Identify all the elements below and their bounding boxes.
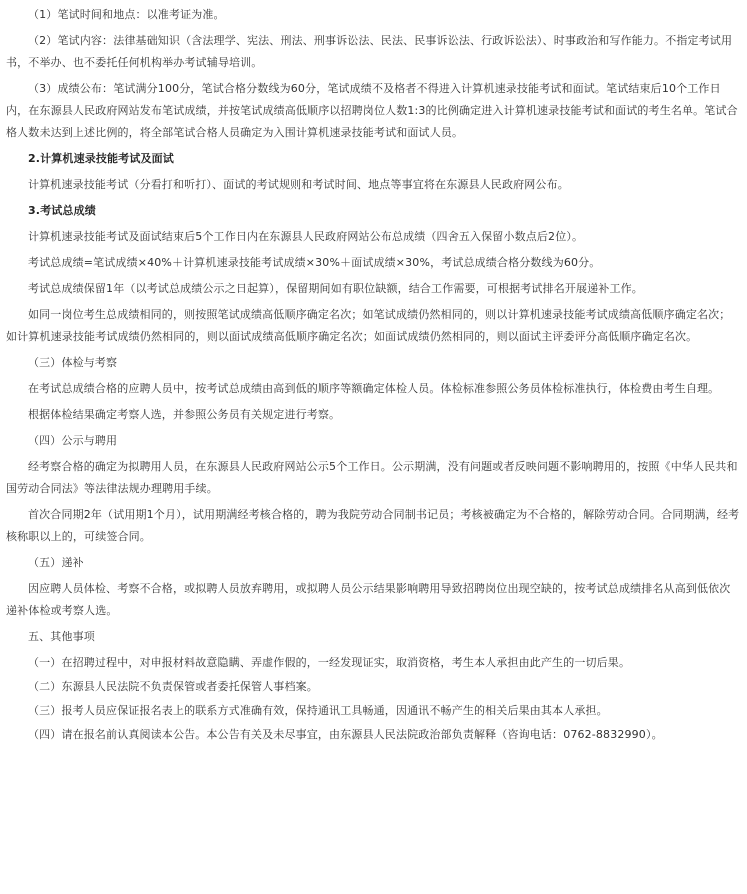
paragraph-other-1: （一）在招聘过程中，对申报材料故意隐瞒、弄虚作假的，一经发现证实，取消资格，考生本人承担由此产生的一切后果。 bbox=[28, 656, 631, 669]
paragraph-other-4: （四）请在报名前认真阅读本公告。本公告有关及未尽事宜，由东源县人民法院政治部负责解释（咨询电话：0762-8832990）。 bbox=[28, 728, 663, 741]
paragraph-replacement: 因应聘人员体检、考察不合格，或拟聘人员放弃聘用，或拟聘人员公示结果影响聘用导致招聘岗位出现空缺的，按考试总成绩排名从高到低依次递补体检或考察人选。 bbox=[6, 582, 731, 617]
paragraph-publicity: 经考察合格的确定为拟聘用人员，在东源县人民政府网站公示5个工作日。公示期满，没有问题或者反映问题不影响聘用的，按照《中华人民共和国劳动合同法》等法律法规办理聘用手续。 bbox=[6, 460, 738, 495]
paragraph-tie-break-rules: 如同一岗位考生总成绩相同的，则按照笔试成绩高低顺序确定名次；如笔试成绩仍然相同的，则以计算机速录技能考试成绩高低顺序确定名次；如计算机速录技能考试成绩仍然相同的，则以面试成绩高低顺序确定名次；如面试成绩仍然相同的，则以面试主评委评分高低顺序确定名次。 bbox=[6, 308, 731, 343]
paragraph-inspection: 根据体检结果确定考察人选，并参照公务员有关规定进行考察。 bbox=[28, 408, 341, 421]
paragraph-score-publication: （3）成绩公布：笔试满分100分，笔试合格分数线为60分，笔试成绩不及格者不得进入计算机速录技能考试和面试。笔试结束后10个工作日内，在东源县人民政府网站发布笔试成绩，并按笔试成绩高低顺序以招聘岗位人数1:3的比例确定进入计算机速录技能考试和面试的考生名单。笔试合格人数未达到上述比例的，将全部笔试合格人员确定为入围计算机速录技能考试和面试人员。 bbox=[6, 82, 738, 139]
section-publicity-hiring: （四）公示与聘用 bbox=[28, 434, 118, 447]
section-medical-inspection: （三）体检与考察 bbox=[28, 356, 118, 369]
paragraph-other-3: （三）报考人员应保证报名表上的联系方式准确有效，保持通讯工具畅通，因通讯不畅产生的相关后果由其本人承担。 bbox=[28, 704, 608, 717]
paragraph-total-score-formula: 考试总成绩=笔试成绩×40%＋计算机速录技能考试成绩×30%＋面试成绩×30%，考试总成绩合格分数线为60分。 bbox=[28, 256, 601, 269]
paragraph-score-retention: 考试总成绩保留1年（以考试总成绩公示之日起算），保留期间如有职位缺额，结合工作需要，可根据考试排名开展递补工作。 bbox=[28, 282, 643, 295]
section-other-matters: 五、其他事项 bbox=[28, 630, 95, 643]
heading-total-score: 3.考试总成绩 bbox=[28, 204, 96, 217]
paragraph-exam-time-location: （1）笔试时间和地点：以准考证为准。 bbox=[28, 8, 225, 21]
section-replacement: （五）递补 bbox=[28, 556, 84, 569]
paragraph-contract: 首次合同期2年（试用期1个月），试用期满经考核合格的，聘为我院劳动合同制书记员；考核被确定为不合格的，解除劳动合同。合同期满，经考核称职以上的，可续签合同。 bbox=[6, 508, 740, 543]
paragraph-medical-exam: 在考试总成绩合格的应聘人员中，按考试总成绩由高到低的顺序等额确定体检人员。体检标准参照公务员体检标准执行，体检费由考生自理。 bbox=[28, 382, 720, 395]
paragraph-typing-test-rules: 计算机速录技能考试（分看打和听打）、面试的考试规则和考试时间、地点等事宜将在东源县人民政府网公布。 bbox=[28, 178, 569, 191]
paragraph-other-2: （二）东源县人民法院不负责保管或者委托保管人事档案。 bbox=[28, 680, 318, 693]
heading-typing-test-interview: 2.计算机速录技能考试及面试 bbox=[28, 152, 174, 165]
paragraph-exam-content: （2）笔试内容：法律基础知识（含法理学、宪法、刑法、刑事诉讼法、民法、民事诉讼法、行政诉讼法）、时事政治和写作能力。不指定考试用书，不举办、也不委托任何机构举办考试辅导培训。 bbox=[6, 34, 733, 69]
paragraph-total-score-publish: 计算机速录技能考试及面试结束后5个工作日内在东源县人民政府网站公布总成绩（四舍五入保留小数点后2位）。 bbox=[28, 230, 584, 243]
